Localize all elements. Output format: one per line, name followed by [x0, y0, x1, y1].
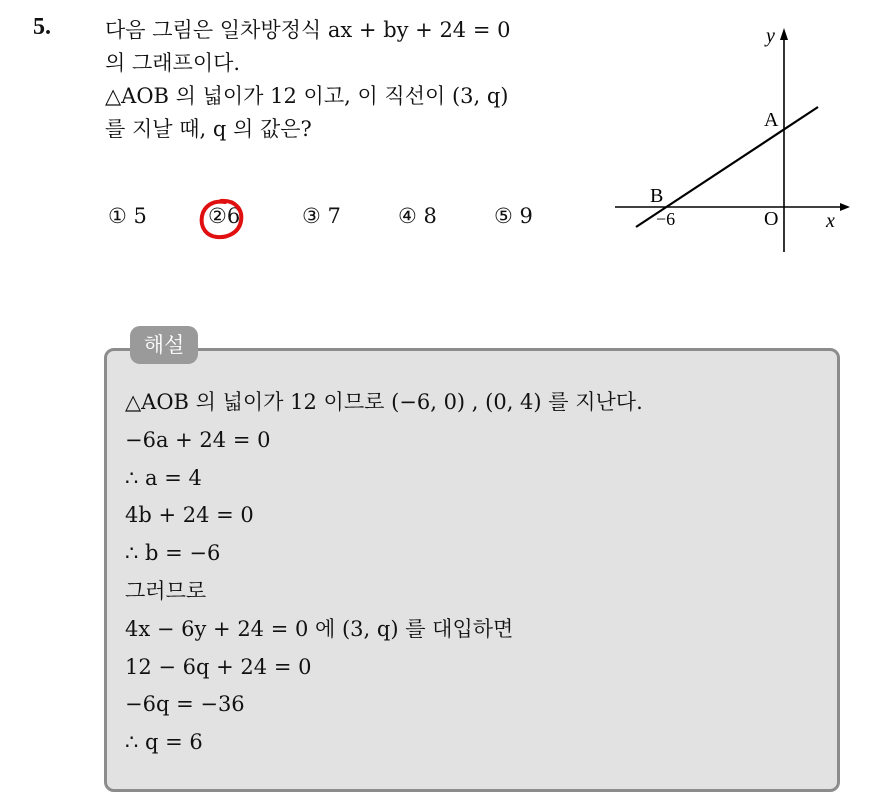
question-number: 5.: [33, 14, 51, 40]
question-line-4: 를 지날 때, q 의 값은?: [105, 117, 312, 141]
solution-line-4: 4b + 24 = 0: [125, 503, 254, 528]
x-axis-label: x: [826, 210, 835, 232]
solution-line-3: ∴ a = 4: [125, 465, 202, 490]
solution-line-1: △AOB 의 넓이가 12 이므로 (−6, 0) , (0, 4) 를 지난다.: [125, 390, 643, 414]
solution-tab: 해설: [130, 326, 198, 364]
solution-line-10: ∴ q = 6: [125, 730, 203, 755]
x-axis-arrow: [840, 203, 850, 211]
solution-text: [125, 384, 643, 762]
solution-line-9: −6q = −36: [125, 692, 245, 717]
choice-4-value: 8: [423, 204, 437, 228]
choice-5-value: 9: [519, 204, 533, 228]
choice-3[interactable]: [302, 204, 341, 228]
choice-1[interactable]: [108, 204, 147, 228]
question-line-1: 다음 그림은 일차방정식 ax + by + 24 = 0: [105, 18, 511, 42]
solution-line-7: 4x − 6y + 24 = 0 에 (3, q) 를 대입하면: [125, 616, 514, 641]
answer-mark-circle: [197, 197, 245, 241]
question-line-2: 의 그래프이다.: [105, 51, 241, 75]
point-a-label: A: [764, 109, 779, 131]
solution-line-8: 12 − 6q + 24 = 0: [125, 654, 312, 679]
linear-graph: [600, 20, 860, 270]
choice-2-symbol: ②: [208, 204, 227, 228]
y-axis-arrow: [780, 28, 788, 40]
tick-label-neg6: −6: [656, 209, 676, 229]
choice-4-symbol: ④: [398, 204, 417, 228]
y-axis-label: y: [766, 25, 775, 47]
point-b-label: B: [650, 185, 664, 207]
question-text: [105, 14, 605, 146]
origin-label: O: [764, 208, 779, 230]
choice-3-value: 7: [327, 204, 341, 228]
choice-4[interactable]: [398, 204, 437, 228]
choice-5[interactable]: [494, 204, 533, 228]
solution-line-2: −6a + 24 = 0: [125, 427, 271, 452]
choice-5-symbol: ⑤: [494, 204, 513, 228]
choice-1-symbol: ①: [108, 204, 127, 228]
choice-3-symbol: ③: [302, 204, 321, 228]
solution-line-5: ∴ b = −6: [125, 541, 221, 566]
question-line-3: △AOB 의 넓이가 12 이고, 이 직선이 (3, q): [105, 84, 509, 108]
choice-2-value: 6: [226, 204, 241, 228]
solution-line-6: 그러므로: [125, 578, 207, 603]
choice-1-value: 5: [133, 204, 147, 228]
